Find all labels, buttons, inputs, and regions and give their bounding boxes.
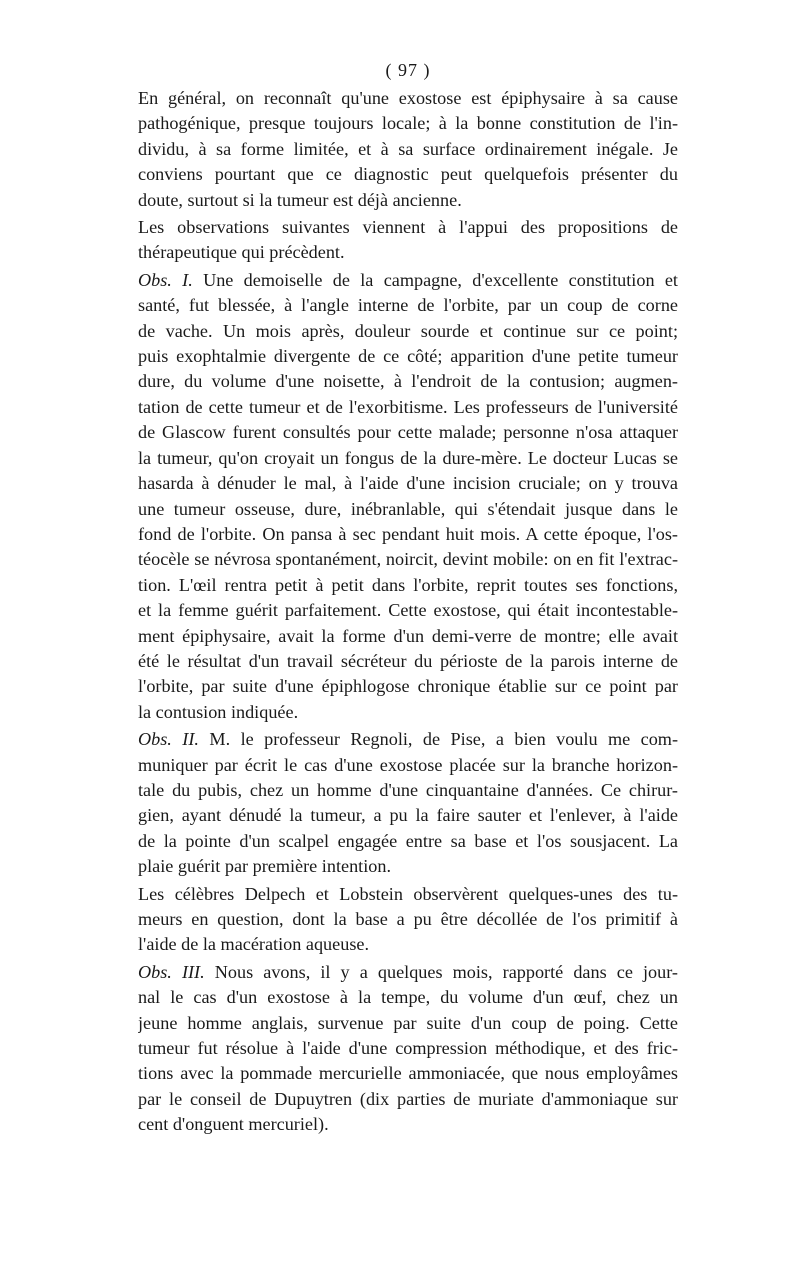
line-text: tation de cette tumeur et de l'exorbitisme. Les professeurs de l'université bbox=[138, 396, 678, 417]
line-text: et la femme guérit parfaitement. Cette exostose, qui était incontestable- bbox=[138, 600, 678, 621]
line-text: une tumeur osseuse, dure, inébranlable, qui s'étendait jusque dans le bbox=[138, 498, 678, 519]
text-line bbox=[138, 1011, 678, 1036]
text-line bbox=[138, 188, 678, 213]
line-text: hasarda à dénuder le mal, à l'aide d'une incision cruciale; on y trouva bbox=[138, 473, 678, 494]
line-text: M. le professeur Regnoli, de Pise, a bien voulu me com- bbox=[198, 729, 678, 750]
text-line bbox=[138, 778, 678, 803]
text-line bbox=[138, 960, 678, 985]
text-line bbox=[138, 268, 678, 293]
line-text: l'aide de la macération aqueuse. bbox=[138, 934, 370, 955]
line-text: gien, ayant dénudé la tumeur, a pu la faire sauter et l'enlever, à l'aide bbox=[138, 805, 678, 826]
document-page bbox=[138, 58, 678, 1138]
text-line bbox=[138, 1061, 678, 1086]
text-line bbox=[138, 753, 678, 778]
text-line bbox=[138, 829, 678, 854]
line-text: l'orbite, par suite d'une épiphlogose chronique établie sur ce point par bbox=[138, 676, 678, 697]
text-line bbox=[138, 624, 678, 649]
text-line bbox=[138, 215, 678, 240]
observation-label: Obs. III. bbox=[138, 961, 205, 982]
text-line bbox=[138, 1036, 678, 1061]
text-line bbox=[138, 1087, 678, 1112]
line-text: cent d'onguent mercuriel). bbox=[138, 1114, 329, 1135]
line-text: nal le cas d'un exostose à la tempe, du volume d'un œuf, chez un bbox=[138, 987, 678, 1008]
line-text: doute, surtout si la tumeur est déjà ancienne. bbox=[138, 189, 462, 210]
text-line bbox=[138, 598, 678, 623]
text-line bbox=[138, 446, 678, 471]
line-text: puis exophtalmie divergente de ce côté; apparition d'une petite tumeur bbox=[138, 346, 678, 367]
text-line bbox=[138, 803, 678, 828]
paragraph-p6 bbox=[138, 960, 678, 1138]
line-text: tion. L'œil rentra petit à petit dans l'orbite, reprit toutes ses fonctions, bbox=[138, 574, 678, 595]
text-line bbox=[138, 497, 678, 522]
text-line bbox=[138, 293, 678, 318]
line-text: été le résultat d'un travail sécréteur du périoste de la parois interne de bbox=[138, 650, 678, 671]
line-text: Une demoiselle de la campagne, d'excellente constitution et bbox=[192, 269, 678, 290]
line-text: de la pointe d'un scalpel engagée entre sa base et l'os sousjacent. La bbox=[138, 830, 678, 851]
line-text: conviens pourtant que ce diagnostic peut quelquefois présenter du bbox=[138, 164, 678, 185]
line-text: tions avec la pommade mercurielle ammoniacée, que nous employâmes bbox=[138, 1063, 678, 1084]
text-line bbox=[138, 344, 678, 369]
line-text: la tumeur, qu'on croyait un fongus de la dure-mère. Le docteur Lucas se bbox=[138, 447, 678, 468]
paragraph-p5 bbox=[138, 882, 678, 958]
text-line bbox=[138, 471, 678, 496]
line-text: muniquer par écrit le cas d'une exostose placée sur la branche horizon- bbox=[138, 754, 678, 775]
line-text: ment épiphysaire, avait la forme d'un demi-verre de montre; elle avait bbox=[138, 625, 678, 646]
text-line bbox=[138, 932, 678, 957]
text-line bbox=[138, 727, 678, 752]
line-text: pathogénique, presque toujours locale; à la bonne constitution de l'in- bbox=[138, 113, 678, 134]
text-line bbox=[138, 907, 678, 932]
text-line bbox=[138, 395, 678, 420]
line-text: plaie guérit par première intention. bbox=[138, 856, 392, 877]
observation-label: Obs. I. bbox=[138, 269, 193, 290]
line-text: de Glascow furent consultés pour cette malade; personne n'osa attaquer bbox=[138, 422, 678, 443]
text-line bbox=[138, 547, 678, 572]
line-text: Les célèbres Delpech et Lobstein observèrent quelques-unes des tu- bbox=[138, 883, 678, 904]
observation-label: Obs. II. bbox=[138, 729, 199, 750]
text-line bbox=[138, 882, 678, 907]
line-text: Nous avons, il y a quelques mois, rapporté dans ce jour- bbox=[204, 961, 678, 982]
text-line bbox=[138, 1112, 678, 1137]
line-text: tumeur fut résolue à l'aide d'une compression méthodique, et des fric- bbox=[138, 1038, 678, 1059]
paragraph-p2 bbox=[138, 215, 678, 266]
text-line bbox=[138, 162, 678, 187]
text-line bbox=[138, 369, 678, 394]
paragraph-p3 bbox=[138, 268, 678, 725]
page-number: ( 97 ) bbox=[385, 60, 431, 80]
paragraph-p1 bbox=[138, 86, 678, 213]
line-text: santé, fut blessée, à l'angle interne de l'orbite, par un coup de corne bbox=[138, 295, 678, 316]
line-text: fond de l'orbite. On pansa à sec pendant huit mois. A cette époque, l'os- bbox=[138, 523, 678, 544]
text-line bbox=[138, 674, 678, 699]
text-line bbox=[138, 319, 678, 344]
line-text: de vache. Un mois après, douleur sourde et continue sur ce point; bbox=[138, 320, 678, 341]
line-text: par le conseil de Dupuytren (dix parties de muriate d'ammoniaque sur bbox=[138, 1088, 678, 1109]
text-line bbox=[138, 111, 678, 136]
line-text: dividu, à sa forme limitée, et à sa surface ordinairement inégale. Je bbox=[138, 138, 678, 159]
line-text: la contusion indiquée. bbox=[138, 701, 299, 722]
text-line bbox=[138, 854, 678, 879]
line-text: jeune homme anglais, survenue par suite d'un coup de poing. Cette bbox=[138, 1012, 678, 1033]
line-text: meurs en question, dont la base a pu être décollée de l'os primitif à bbox=[138, 909, 678, 929]
text-line bbox=[138, 240, 678, 265]
line-text: Les observations suivantes viennent à l'appui des propositions de bbox=[138, 217, 678, 238]
line-text: dure, du volume d'une noisette, à l'endroit de la contusion; augmen- bbox=[138, 371, 678, 392]
text-line bbox=[138, 522, 678, 547]
body-text bbox=[138, 86, 678, 1138]
text-line bbox=[138, 649, 678, 674]
line-text: téocèle se névrosa spontanément, noircit, devint mobile: on en fit l'extrac- bbox=[138, 549, 678, 570]
line-text: thérapeutique qui précèdent. bbox=[138, 242, 345, 263]
paragraph-p4 bbox=[138, 727, 678, 879]
line-text: En général, on reconnaît qu'une exostose est épiphysaire à sa cause bbox=[138, 88, 678, 108]
line-text: tale du pubis, chez un homme d'une cinquantaine d'années. Ce chirur- bbox=[138, 779, 678, 800]
text-line bbox=[138, 137, 678, 162]
text-line bbox=[138, 420, 678, 445]
text-line bbox=[138, 573, 678, 598]
text-line bbox=[138, 985, 678, 1010]
text-line bbox=[138, 700, 678, 725]
text-line bbox=[138, 86, 678, 111]
